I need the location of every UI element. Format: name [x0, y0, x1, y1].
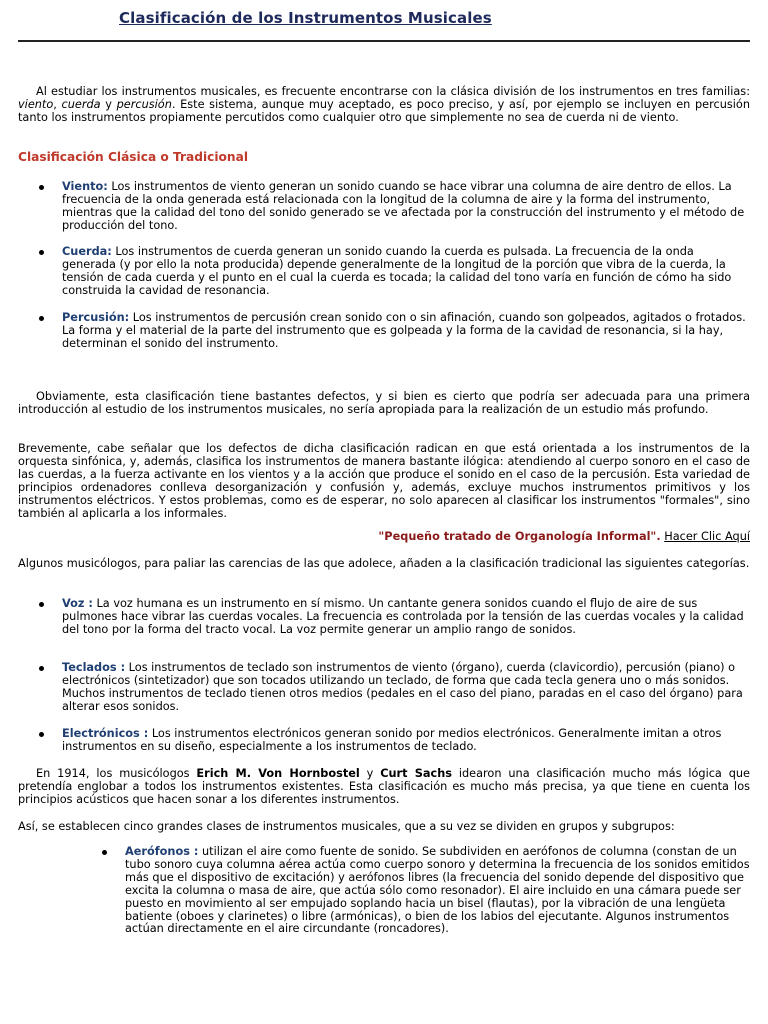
intro-text: . Este sistema, aunque muy aceptado, es poco preciso, y así, por ejemplo se incluyen en percusión tanto los instrumentos propiamente percutidos como cualquier otro que simplemente no sea de cuerda ni de viento.	[18, 97, 750, 124]
list-item-aerofonos	[125, 846, 750, 936]
intro-term-cuerda: cuerda	[61, 97, 101, 111]
reference-title: "Pequeño tratado de Organología Informal".	[378, 530, 661, 543]
bullet-icon	[39, 316, 44, 321]
intro-paragraph	[18, 86, 750, 125]
item-text: Los instrumentos de viento generan un sonido cuando se hace vibrar una columna de aire dentro de ellos. La frecuencia de la onda generada está relacionada con la longitud de la columna de aire y la forma del instrumento, mientras que la calidad del tono del sonido generado se ve afectada por la construcción del instrumento y el método de producción del tono.	[62, 180, 745, 232]
bullet-icon	[39, 666, 44, 671]
item-text: La voz humana es un instrumento en sí mismo. Un cantante genera sonidos cuando el flujo de aire de sus pulmones hace vibrar las cuerdas vocales. La frecuencia es controlada por la tensión de las cuerdas vocales y la calidad del tono por la forma del tracto vocal. La voz permite generar un amplio rango de sonidos.	[62, 597, 744, 636]
bullet-icon	[102, 850, 107, 855]
item-text: Los instrumentos de teclado son instrumentos de viento (órgano), cuerda (clavicordio), percusión (piano) o electrónicos (sintetizador) que son tocados utilizando un teclado, de forma que cada tecla genera uno o más sonidos. Muchos instrumentos de teclado tienen otros medios (pedales en el caso del piano, paradas en el caso del órgano) para alterar esos sonidos.	[62, 661, 743, 713]
page-title: Clasificación de los Instrumentos Musicales	[119, 9, 492, 27]
item-text: utilizan el aire como fuente de sonido. Se subdividen en aerófonos de columna (constan de un tubo sonoro cuya columna aérea actúa como cuerpo sonoro y determina la frecuencia de los sonidos emitidos más que el dispositivo de excitación) y aerófonos libres (la frecuencia del sonido depende del dispositivo que excita la columna o masa de aire, que actúa sólo como resonador). El aire incluido en una cámara puede ser puesto en movimiento al ser empujado soplando hacia un bisel (flautas), por la vibración de una lengüeta batiente (oboes y clarinetes) o libre (armónicas), o bien de los labios del ejecutante. Algunos instrumentos actúan directamente en el aire circundante (roncadores).	[125, 845, 750, 936]
item-term: Cuerda:	[62, 245, 112, 258]
item-term: Viento:	[62, 180, 108, 193]
bullet-icon	[39, 602, 44, 607]
item-term: Teclados :	[62, 661, 126, 674]
intro-term-percusion: percusión	[116, 97, 172, 111]
item-term: Aerófonos :	[125, 845, 199, 858]
bullet-icon	[39, 732, 44, 737]
list-item-electronicos	[62, 728, 750, 754]
paragraph-brevemente: Brevemente, cabe señalar que los defectos de dicha clasificación radican en que está orientada a los instrumentos de la orquesta sinfónica, y, además, clasifica los instrumentos de manera bastante ilógica: atendiendo al cuerpo sonoro en el caso de las cuerdas, a la fuerza activante en los vientos y a la acción que produce el sonido en el caso de la percusión. Esta variedad de principios ordenadores conlleva desorganización y confusión y, además, excluye muchos instrumentos primitivos y los instrumentos eléctricos. Y estos problemas, como es de esperar, no solo aparecen al clasificar los instrumentos "formales", sino también al aplicarla a los informales.	[18, 442, 750, 520]
item-term: Percusión:	[62, 311, 130, 324]
item-text: Los instrumentos de cuerda generan un sonido cuando la cuerda es pulsada. La frecuencia de la onda generada (y por ello la nota producida) depende generalmente de la longitud de la porción que vibra de la cuerda, la tensión de cada cuerda y el punto en el cual la cuerda es tocada; la calidad del tono varía en función de cómo ha sido construida la cavidad de resonancia.	[62, 245, 732, 297]
paragraph-text: idearon una clasificación mucho más lógica que pretendía englobar a todos los instrumentos existentes. Esta clasificación es mucho más precisa, ya que tiene en cuenta los principios acústicos que hacen sonar a los diferentes instrumentos.	[18, 767, 750, 806]
title-divider	[18, 40, 750, 42]
intro-term-viento: viento	[18, 97, 54, 111]
intro-separator: ,	[53, 97, 62, 111]
intro-text: Al estudiar los instrumentos musicales, es frecuente encontrarse con la clásica división de los instrumentos en tres familias:	[36, 85, 750, 98]
list-item-cuerda	[62, 246, 750, 298]
item-text: Los instrumentos electrónicos generan sonido por medios electrónicos. Generalmente imitan a otros instrumentos en su diseño, especialmente a los instrumentos de teclado.	[62, 727, 722, 753]
paragraph-algunos: Algunos musicólogos, para paliar las carencias de las que adolece, añaden a la clasificación tradicional las siguientes categorías.	[18, 557, 750, 570]
paragraph-1914	[18, 768, 750, 807]
reference-line	[378, 531, 750, 544]
item-term: Electrónicos :	[62, 727, 149, 740]
paragraph-obviamente: Obviamente, esta clasificación tiene bastantes defectos, y si bien es cierto que podría ser adecuada para una primera introducción al estudio de los instrumentos musicales, no sería apropiada para la realización de un estudio más profundo.	[18, 390, 750, 416]
list-item-teclados	[62, 662, 750, 714]
bullet-icon	[39, 185, 44, 190]
list-item-percusion	[62, 312, 750, 351]
list-item-viento	[62, 181, 750, 233]
author-name: Curt Sachs	[380, 767, 452, 780]
reference-link[interactable]: Hacer Clic Aquí	[664, 530, 750, 543]
author-name: Erich M. Von Hornbostel	[196, 767, 360, 780]
item-text: Los instrumentos de percusión crean sonido con o sin afinación, cuando son golpeados, agitados o frotados. La forma y el material de la parte del instrumento que es golpeada y la forma de la cavidad de resonancia, si la hay, determinan el sonido del instrumento.	[62, 311, 746, 350]
paragraph-text: y	[359, 767, 381, 780]
list-item-voz	[62, 598, 750, 637]
paragraph-asi: Así, se establecen cinco grandes clases de instrumentos musicales, que a su vez se dividen en grupos y subgrupos:	[18, 820, 675, 833]
bullet-icon	[39, 250, 44, 255]
item-term: Voz :	[62, 597, 93, 610]
section-title-classic: Clasificación Clásica o Tradicional	[18, 150, 249, 164]
intro-separator: y	[100, 97, 117, 111]
paragraph-text: En 1914, los musicólogos	[36, 767, 197, 780]
